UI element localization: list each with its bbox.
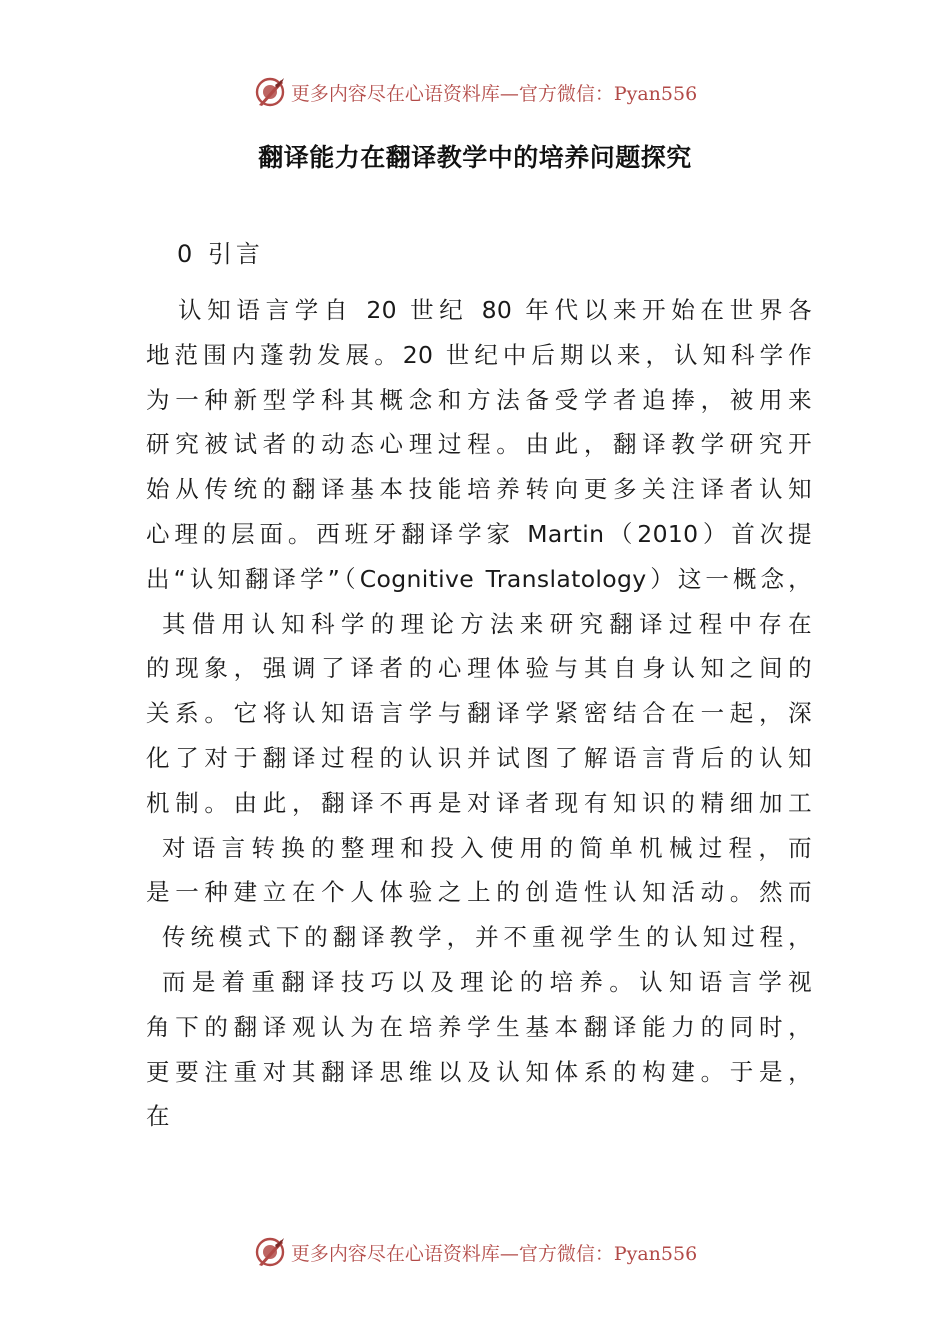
header-watermark-banner [0,72,950,112]
body-paragraph [146,288,812,1139]
paragraph-line: 角下的翻译观认为在培养学生基本翻译能力的同时， [146,1012,812,1041]
paragraph-line: 机制。由此，翻译不再是对译者现有知识的精细加工 [146,788,812,817]
document-title: 翻译能力在翻译教学中的培养问题探究 [258,143,692,172]
paragraph-line: 地范围内蓬勃发展。20 世纪中后期以来，认知科学作 [146,340,812,369]
paragraph-line: 其借用认知科学的理论方法来研究翻译过程中存在 [162,609,812,638]
header-banner-text: 更多内容尽在心语资料库—官方微信：Pyan556 [290,82,698,105]
footer-watermark-banner [0,1232,950,1272]
footer-banner-text: 更多内容尽在心语资料库—官方微信：Pyan556 [290,1242,698,1265]
paragraph-line: 认知语言学自 20 世纪 80 年代以来开始在世界各 [178,296,812,324]
paragraph-line: 化了对于翻译过程的认识并试图了解语言背后的认知 [146,743,812,772]
paragraph-line: 为一种新型学科其概念和方法备受学者追捧，被用来 [146,385,812,414]
paragraph-line: 而是着重翻译技巧以及理论的培养。认知语言学视 [162,967,812,996]
paragraph-line: 始从传统的翻译基本技能培养转向更多关注译者认知 [146,475,812,504]
section-heading: 0 引言 [177,240,264,268]
paragraph-line: 出“认知翻译学”（Cognitive Translatology）这一概念， [146,564,812,593]
paragraph-line: 是一种建立在个人体验之上的创造性认知活动。然而 [146,878,812,907]
paragraph-line: 对语言转换的整理和投入使用的简单机械过程，而 [162,833,812,862]
paragraph-line: 关系。它将认知语言学与翻译学紧密结合在一起，深 [146,699,812,728]
paragraph-line: 心理的层面。西班牙翻译学家 Martin（2010）首次提 [146,519,812,548]
paragraph-line: 更要注重对其翻译思维以及认知体系的构建。于是， [146,1057,812,1086]
quill-seal-icon [253,75,287,109]
quill-seal-icon [253,1235,287,1269]
paragraph-line: 在 [146,1102,170,1131]
paragraph-line: 传统模式下的翻译教学，并不重视学生的认知过程， [162,923,812,952]
paragraph-line: 的现象，强调了译者的心理体验与其自身认知之间的 [146,654,812,683]
paragraph-line: 研究被试者的动态心理过程。由此，翻译教学研究开 [146,430,812,459]
